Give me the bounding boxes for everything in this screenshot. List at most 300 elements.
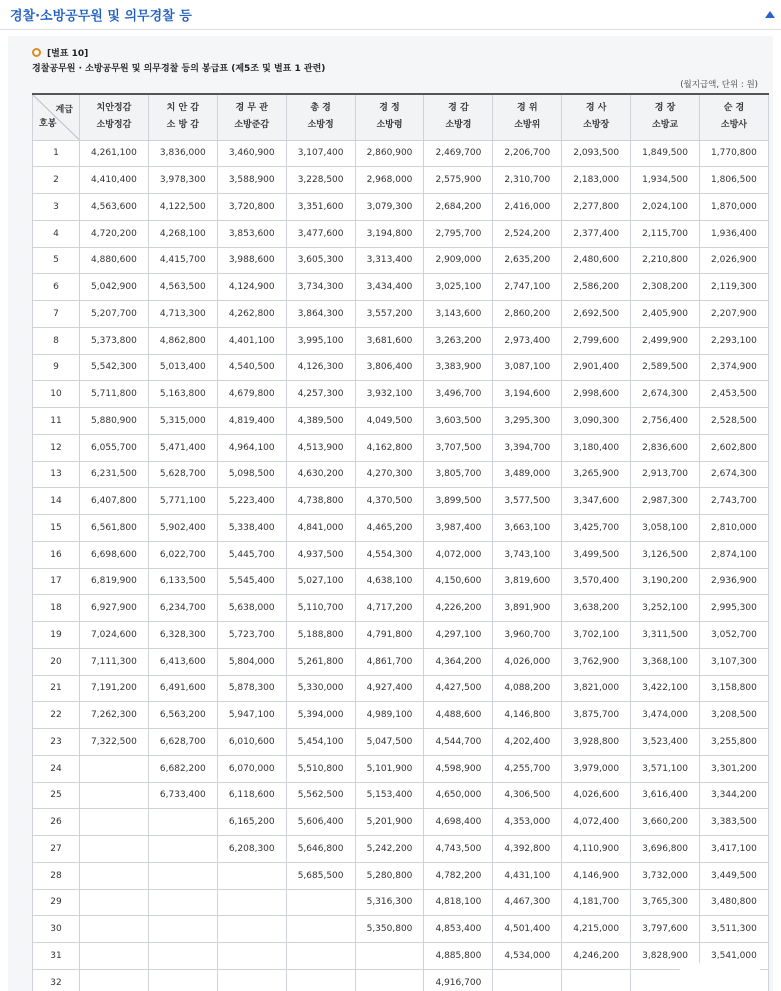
- salary-cell: 5,153,400: [355, 782, 424, 809]
- salary-cell: 3,422,100: [631, 675, 700, 702]
- salary-cell: 2,874,100: [700, 541, 769, 568]
- salary-cell: 4,638,100: [355, 568, 424, 595]
- table-row: [33, 916, 769, 943]
- salary-cell: 2,998,600: [562, 381, 631, 408]
- table-row: [33, 434, 769, 461]
- table-row: [33, 488, 769, 515]
- salary-cell: 4,916,700: [424, 969, 493, 991]
- column-header: [493, 94, 562, 140]
- salary-cell: 5,350,800: [355, 916, 424, 943]
- salary-cell: 4,306,500: [493, 782, 562, 809]
- salary-cell: 4,255,700: [493, 755, 562, 782]
- salary-cell: [80, 969, 149, 991]
- fire-rank: 소방경: [445, 120, 472, 131]
- salary-cell: 2,836,600: [631, 434, 700, 461]
- salary-cell: 2,308,200: [631, 274, 700, 301]
- salary-cell: 5,042,900: [80, 274, 149, 301]
- salary-cell: 3,978,300: [148, 167, 217, 194]
- salary-cell: 5,261,800: [286, 648, 355, 675]
- salary-table-wrap: [32, 93, 760, 991]
- salary-cell: 3,638,200: [562, 595, 631, 622]
- police-rank: 총 경: [310, 103, 331, 114]
- table-row: [33, 729, 769, 756]
- salary-cell: 3,696,800: [631, 836, 700, 863]
- salary-cell: 5,723,700: [217, 622, 286, 649]
- salary-cell: 4,122,500: [148, 194, 217, 221]
- salary-cell: 3,891,900: [493, 595, 562, 622]
- table-row: [33, 140, 769, 167]
- salary-cell: 3,762,900: [562, 648, 631, 675]
- table-row: [33, 381, 769, 408]
- salary-cell: 3,087,100: [493, 354, 562, 381]
- salary-cell: 3,928,800: [562, 729, 631, 756]
- salary-cell: 4,072,000: [424, 541, 493, 568]
- salary-cell: 4,630,200: [286, 461, 355, 488]
- salary-cell: 3,853,600: [217, 220, 286, 247]
- salary-cell: 6,733,400: [148, 782, 217, 809]
- salary-cell: 3,474,000: [631, 702, 700, 729]
- salary-cell: 3,732,000: [631, 862, 700, 889]
- salary-cell: 2,909,000: [424, 247, 493, 274]
- salary-cell: [217, 916, 286, 943]
- fire-rank: 소방령: [376, 120, 403, 131]
- fire-rank: 소방교: [652, 120, 679, 131]
- column-header: [148, 94, 217, 140]
- salary-cell: 4,246,200: [562, 943, 631, 970]
- step-cell: 26: [33, 809, 80, 836]
- unit-note: (월지급액, 단위 : 원): [680, 80, 758, 90]
- salary-cell: 4,150,600: [424, 568, 493, 595]
- step-cell: 12: [33, 434, 80, 461]
- table-row: [33, 220, 769, 247]
- step-cell: 17: [33, 568, 80, 595]
- salary-cell: 4,598,900: [424, 755, 493, 782]
- table-row: [33, 194, 769, 221]
- salary-cell: 6,133,500: [148, 568, 217, 595]
- salary-cell: 3,228,500: [286, 167, 355, 194]
- salary-cell: 4,853,400: [424, 916, 493, 943]
- salary-cell: 2,860,900: [355, 140, 424, 167]
- salary-cell: [80, 889, 149, 916]
- column-header: [286, 94, 355, 140]
- salary-cell: 2,901,400: [562, 354, 631, 381]
- salary-cell: 2,277,800: [562, 194, 631, 221]
- salary-cell: 5,330,000: [286, 675, 355, 702]
- police-rank: 경 장: [654, 103, 676, 114]
- salary-cell: 3,875,700: [562, 702, 631, 729]
- salary-cell: 4,488,600: [424, 702, 493, 729]
- salary-cell: 6,682,200: [148, 755, 217, 782]
- circle-bullet-icon: [32, 48, 41, 57]
- salary-cell: 2,987,300: [631, 488, 700, 515]
- salary-cell: 3,702,100: [562, 622, 631, 649]
- salary-cell: [217, 969, 286, 991]
- salary-cell: [286, 943, 355, 970]
- salary-cell: 2,684,200: [424, 194, 493, 221]
- salary-cell: 5,338,400: [217, 515, 286, 542]
- salary-cell: 1,936,400: [700, 220, 769, 247]
- column-header: [562, 94, 631, 140]
- column-header: [355, 94, 424, 140]
- salary-cell: 2,936,900: [700, 568, 769, 595]
- salary-cell: 4,026,600: [562, 782, 631, 809]
- salary-cell: 2,968,000: [355, 167, 424, 194]
- salary-cell: 4,679,800: [217, 381, 286, 408]
- salary-cell: 4,401,100: [217, 327, 286, 354]
- salary-cell: 2,692,500: [562, 301, 631, 328]
- salary-cell: 2,799,600: [562, 327, 631, 354]
- table-row: [33, 782, 769, 809]
- salary-cell: 5,316,300: [355, 889, 424, 916]
- step-cell: 5: [33, 247, 80, 274]
- salary-cell: 5,562,500: [286, 782, 355, 809]
- salary-cell: 1,806,500: [700, 167, 769, 194]
- salary-cell: 4,431,100: [493, 862, 562, 889]
- salary-cell: 5,638,000: [217, 595, 286, 622]
- table-subtitle: 경찰공무원 · 소방공무원 및 의무경찰 등의 봉급표 (제5조 및 별표 1 관련): [32, 64, 326, 74]
- salary-cell: 5,207,700: [80, 301, 149, 328]
- step-cell: 14: [33, 488, 80, 515]
- salary-cell: 5,902,400: [148, 515, 217, 542]
- salary-cell: 4,124,900: [217, 274, 286, 301]
- header-row: [33, 94, 769, 140]
- salary-cell: 4,989,100: [355, 702, 424, 729]
- step-cell: 8: [33, 327, 80, 354]
- salary-cell: 4,410,400: [80, 167, 149, 194]
- step-cell: 32: [33, 969, 80, 991]
- salary-cell: 5,685,500: [286, 862, 355, 889]
- collapse-up-icon[interactable]: [765, 11, 775, 18]
- salary-cell: 6,561,800: [80, 515, 149, 542]
- salary-cell: 5,101,900: [355, 755, 424, 782]
- salary-cell: 2,207,900: [700, 301, 769, 328]
- salary-cell: 4,364,200: [424, 648, 493, 675]
- salary-cell: 4,026,000: [493, 648, 562, 675]
- salary-cell: 5,454,100: [286, 729, 355, 756]
- salary-cell: [148, 809, 217, 836]
- salary-cell: 4,392,800: [493, 836, 562, 863]
- step-cell: 15: [33, 515, 80, 542]
- salary-cell: [80, 916, 149, 943]
- salary-cell: 3,477,600: [286, 220, 355, 247]
- table-row: [33, 568, 769, 595]
- salary-cell: 7,024,600: [80, 622, 149, 649]
- salary-cell: 4,743,500: [424, 836, 493, 863]
- salary-cell: 2,416,000: [493, 194, 562, 221]
- salary-cell: 4,927,400: [355, 675, 424, 702]
- salary-cell: 3,681,600: [355, 327, 424, 354]
- salary-cell: 4,072,400: [562, 809, 631, 836]
- salary-cell: 3,819,600: [493, 568, 562, 595]
- table-row: [33, 408, 769, 435]
- salary-cell: 5,280,800: [355, 862, 424, 889]
- salary-cell: 3,383,900: [424, 354, 493, 381]
- step-cell: 4: [33, 220, 80, 247]
- salary-cell: 2,093,500: [562, 140, 631, 167]
- salary-cell: 3,107,400: [286, 140, 355, 167]
- step-cell: 25: [33, 782, 80, 809]
- fire-rank: 소방장: [583, 120, 610, 131]
- salary-cell: 3,425,700: [562, 515, 631, 542]
- salary-cell: [148, 969, 217, 991]
- salary-cell: 6,628,700: [148, 729, 217, 756]
- salary-cell: 2,293,100: [700, 327, 769, 354]
- police-rank: 순 경: [723, 103, 745, 114]
- salary-cell: 4,370,500: [355, 488, 424, 515]
- salary-cell: 3,499,500: [562, 541, 631, 568]
- salary-cell: 6,055,700: [80, 434, 149, 461]
- salary-cell: 6,328,300: [148, 622, 217, 649]
- salary-cell: 2,674,300: [631, 381, 700, 408]
- rank-header-label: 계급: [55, 105, 73, 115]
- salary-cell: 6,070,000: [217, 755, 286, 782]
- salary-cell: 4,713,300: [148, 301, 217, 328]
- step-cell: 16: [33, 541, 80, 568]
- salary-cell: 6,413,600: [148, 648, 217, 675]
- step-cell: 7: [33, 301, 80, 328]
- table-row: [33, 595, 769, 622]
- step-cell: 2: [33, 167, 80, 194]
- table-row: [33, 836, 769, 863]
- salary-cell: 2,602,800: [700, 434, 769, 461]
- salary-cell: 6,022,700: [148, 541, 217, 568]
- salary-cell: 3,571,100: [631, 755, 700, 782]
- salary-cell: 2,206,700: [493, 140, 562, 167]
- salary-cell: 3,265,900: [562, 461, 631, 488]
- step-cell: 29: [33, 889, 80, 916]
- salary-cell: 4,262,800: [217, 301, 286, 328]
- salary-cell: 4,563,500: [148, 274, 217, 301]
- salary-cell: [148, 862, 217, 889]
- salary-cell: 4,268,100: [148, 220, 217, 247]
- section-header: [0, 0, 781, 30]
- salary-cell: 3,208,500: [700, 702, 769, 729]
- salary-cell: [217, 862, 286, 889]
- salary-cell: 3,434,400: [355, 274, 424, 301]
- salary-cell: 3,417,100: [700, 836, 769, 863]
- salary-cell: 2,210,800: [631, 247, 700, 274]
- salary-cell: 3,449,500: [700, 862, 769, 889]
- salary-cell: 2,747,100: [493, 274, 562, 301]
- salary-cell: 2,810,000: [700, 515, 769, 542]
- salary-cell: 4,720,200: [80, 220, 149, 247]
- salary-cell: 5,878,300: [217, 675, 286, 702]
- salary-cell: 6,407,800: [80, 488, 149, 515]
- salary-cell: [286, 916, 355, 943]
- salary-cell: 3,603,500: [424, 408, 493, 435]
- salary-cell: 5,047,500: [355, 729, 424, 756]
- salary-cell: 3,311,500: [631, 622, 700, 649]
- salary-cell: 3,523,400: [631, 729, 700, 756]
- salary-cell: 5,163,800: [148, 381, 217, 408]
- salary-cell: 4,544,700: [424, 729, 493, 756]
- table-row: [33, 274, 769, 301]
- police-rank: 치안정감: [96, 103, 132, 114]
- salary-cell: 3,301,200: [700, 755, 769, 782]
- salary-cell: [80, 809, 149, 836]
- salary-cell: 5,098,500: [217, 461, 286, 488]
- column-header: [217, 94, 286, 140]
- police-rank: 경 감: [448, 103, 469, 114]
- salary-cell: 2,524,200: [493, 220, 562, 247]
- salary-cell: 3,660,200: [631, 809, 700, 836]
- table-row: [33, 889, 769, 916]
- salary-cell: 3,313,400: [355, 247, 424, 274]
- salary-cell: 4,126,300: [286, 354, 355, 381]
- step-cell: 19: [33, 622, 80, 649]
- salary-cell: 4,415,700: [148, 247, 217, 274]
- salary-cell: 3,541,000: [700, 943, 769, 970]
- salary-cell: 4,226,200: [424, 595, 493, 622]
- table-row: [33, 515, 769, 542]
- salary-cell: 2,374,900: [700, 354, 769, 381]
- police-rank: 치 안 감: [166, 103, 200, 114]
- fire-rank: 소방준감: [234, 120, 270, 131]
- section-title: 경찰·소방공무원 및 의무경찰 등: [10, 9, 192, 24]
- salary-cell: 3,743,100: [493, 541, 562, 568]
- salary-cell: 4,782,200: [424, 862, 493, 889]
- salary-cell: 4,389,500: [286, 408, 355, 435]
- salary-cell: 5,646,800: [286, 836, 355, 863]
- salary-cell: 5,445,700: [217, 541, 286, 568]
- salary-cell: 4,465,200: [355, 515, 424, 542]
- salary-cell: 2,743,700: [700, 488, 769, 515]
- salary-cell: 3,570,400: [562, 568, 631, 595]
- salary-cell: 3,899,500: [424, 488, 493, 515]
- salary-cell: 4,563,600: [80, 194, 149, 221]
- salary-cell: 4,738,800: [286, 488, 355, 515]
- salary-cell: 4,467,300: [493, 889, 562, 916]
- table-row: [33, 622, 769, 649]
- salary-cell: 3,557,200: [355, 301, 424, 328]
- salary-cell: 4,540,500: [217, 354, 286, 381]
- salary-cell: 3,025,100: [424, 274, 493, 301]
- salary-cell: 1,849,500: [631, 140, 700, 167]
- salary-cell: 7,262,300: [80, 702, 149, 729]
- salary-cell: 4,501,400: [493, 916, 562, 943]
- salary-table: [32, 93, 769, 991]
- step-cell: 28: [33, 862, 80, 889]
- salary-cell: 4,717,200: [355, 595, 424, 622]
- salary-cell: 5,188,800: [286, 622, 355, 649]
- salary-cell: 3,720,800: [217, 194, 286, 221]
- salary-cell: [148, 836, 217, 863]
- police-rank: 경 무 관: [235, 103, 268, 114]
- step-cell: 27: [33, 836, 80, 863]
- salary-cell: 5,013,400: [148, 354, 217, 381]
- salary-cell: 3,577,500: [493, 488, 562, 515]
- table-label-row: [32, 46, 760, 59]
- salary-cell: 2,377,400: [562, 220, 631, 247]
- salary-cell: [217, 943, 286, 970]
- table-row: [33, 327, 769, 354]
- salary-cell: 5,201,900: [355, 809, 424, 836]
- salary-cell: 4,427,500: [424, 675, 493, 702]
- salary-cell: 2,973,400: [493, 327, 562, 354]
- fire-rank: 소방위: [514, 120, 541, 131]
- salary-cell: 3,190,200: [631, 568, 700, 595]
- salary-cell: 5,223,400: [217, 488, 286, 515]
- table-row: [33, 354, 769, 381]
- salary-cell: 2,026,900: [700, 247, 769, 274]
- salary-cell: 2,183,000: [562, 167, 631, 194]
- salary-cell: 4,841,000: [286, 515, 355, 542]
- salary-cell: [286, 969, 355, 991]
- salary-cell: [80, 755, 149, 782]
- salary-cell: 6,698,600: [80, 541, 149, 568]
- salary-cell: 5,545,400: [217, 568, 286, 595]
- salary-cell: 5,110,700: [286, 595, 355, 622]
- police-rank: 경 정: [379, 103, 400, 114]
- table-row: [33, 648, 769, 675]
- salary-cell: 1,770,800: [700, 140, 769, 167]
- salary-cell: 3,605,300: [286, 247, 355, 274]
- salary-cell: 6,118,600: [217, 782, 286, 809]
- column-header: [700, 94, 769, 140]
- salary-cell: 7,191,200: [80, 675, 149, 702]
- salary-cell: 3,979,000: [562, 755, 631, 782]
- salary-cell: 3,460,900: [217, 140, 286, 167]
- step-header-label: 호봉: [39, 118, 57, 129]
- salary-cell: 4,819,400: [217, 408, 286, 435]
- salary-cell: 3,252,100: [631, 595, 700, 622]
- step-cell: 3: [33, 194, 80, 221]
- salary-cell: 2,469,700: [424, 140, 493, 167]
- salary-cell: 2,586,200: [562, 274, 631, 301]
- salary-cell: [148, 889, 217, 916]
- salary-cell: 2,310,700: [493, 167, 562, 194]
- salary-cell: 2,119,300: [700, 274, 769, 301]
- salary-cell: 4,534,000: [493, 943, 562, 970]
- salary-cell: 3,995,100: [286, 327, 355, 354]
- salary-cell: [148, 916, 217, 943]
- table-row: [33, 167, 769, 194]
- salary-cell: 5,880,900: [80, 408, 149, 435]
- salary-cell: 3,194,600: [493, 381, 562, 408]
- salary-cell: 3,194,800: [355, 220, 424, 247]
- salary-cell: 3,394,700: [493, 434, 562, 461]
- step-cell: 9: [33, 354, 80, 381]
- salary-cell: 6,927,900: [80, 595, 149, 622]
- salary-cell: [80, 836, 149, 863]
- salary-cell: 2,575,900: [424, 167, 493, 194]
- salary-cell: 3,511,300: [700, 916, 769, 943]
- salary-cell: 4,554,300: [355, 541, 424, 568]
- table-row: [33, 461, 769, 488]
- table-row: [33, 247, 769, 274]
- step-cell: 6: [33, 274, 80, 301]
- salary-cell: 4,202,400: [493, 729, 562, 756]
- salary-cell: 6,819,900: [80, 568, 149, 595]
- column-header: [80, 94, 149, 140]
- step-cell: 30: [33, 916, 80, 943]
- salary-cell: [148, 943, 217, 970]
- salary-cell: 4,937,500: [286, 541, 355, 568]
- column-header: [631, 94, 700, 140]
- salary-cell: 2,589,500: [631, 354, 700, 381]
- salary-cell: 4,885,800: [424, 943, 493, 970]
- step-cell: 23: [33, 729, 80, 756]
- salary-cell: 4,861,700: [355, 648, 424, 675]
- salary-cell: 3,263,200: [424, 327, 493, 354]
- salary-cell: 4,261,100: [80, 140, 149, 167]
- salary-cell: 3,058,100: [631, 515, 700, 542]
- step-cell: 11: [33, 408, 80, 435]
- salary-cell: 5,771,100: [148, 488, 217, 515]
- salary-cell: [286, 889, 355, 916]
- salary-cell: 3,864,300: [286, 301, 355, 328]
- salary-cell: 4,146,900: [562, 862, 631, 889]
